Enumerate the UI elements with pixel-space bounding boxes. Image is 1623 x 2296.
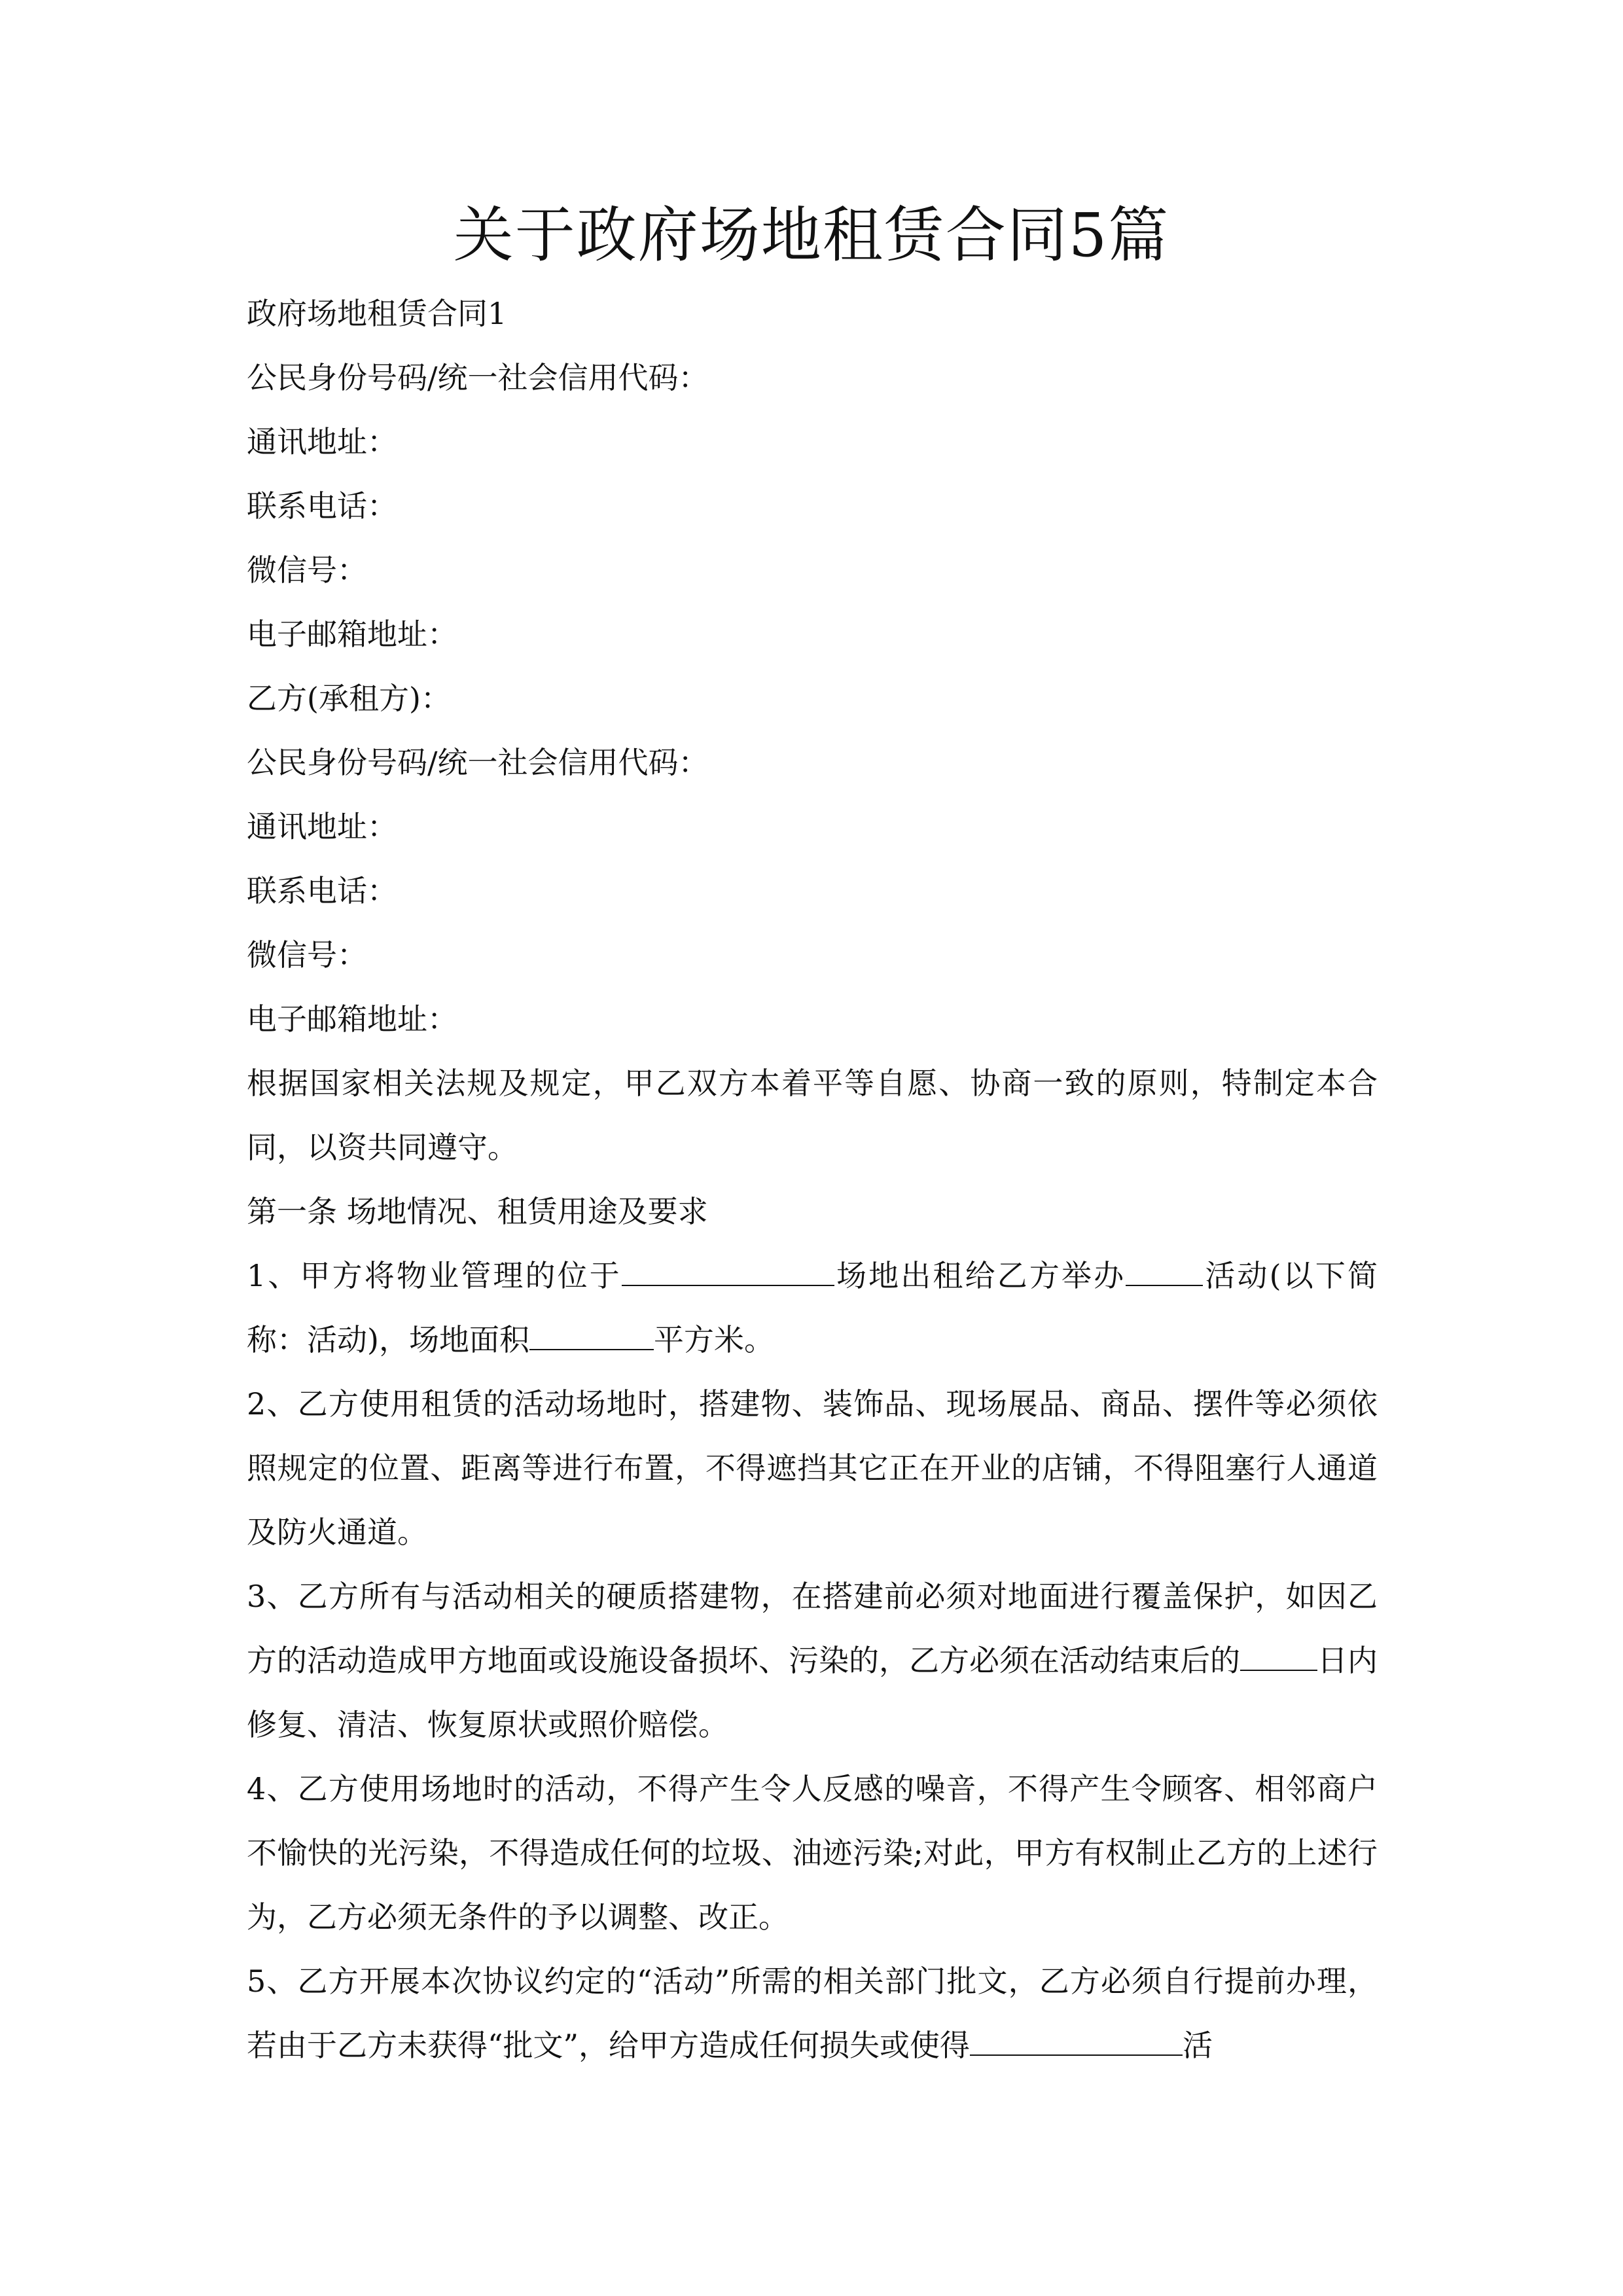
clause-2: 2、乙方使用租赁的活动场地时，搭建物、装饰品、现场展品、商品、摆件等必须依照规定的位置、距离等进行布置，不得遮挡其它正在开业的店铺，不得阻塞行人通道及防火通道。 — [247, 1386, 1378, 1550]
party-b-phone-field: 联系电话： — [247, 873, 397, 908]
party-a-email-field: 电子邮箱地址： — [247, 617, 457, 652]
clause-4: 4、乙方使用场地时的活动，不得产生令人反感的噪音，不得产生令顾客、相邻商户不愉快的光污染，不得造成任何的垃圾、油迹污染;对此，甲方有权制止乙方的上述行为，乙方必须无条件的予以调整、改正。 — [247, 1771, 1378, 1935]
loss-blank — [970, 2028, 1183, 2056]
party-a-id-field: 公民身份号码/统一社会信用代码： — [247, 360, 709, 395]
intro-paragraph: 根据国家相关法规及规定，甲乙双方本着平等自愿、协商一致的原则，特制定本合同，以资共同遵守。 — [247, 1066, 1378, 1165]
location-blank — [622, 1259, 834, 1286]
party-b-label: 乙方(承租方)： — [247, 681, 451, 716]
party-b-id-field: 公民身份号码/统一社会信用代码： — [247, 745, 709, 780]
area-blank — [529, 1323, 654, 1350]
clause-3-text-b: 日内修复、清洁、恢复原状或照价赔偿。 — [247, 1643, 1378, 1742]
party-a-address-field: 通讯地址： — [247, 424, 397, 459]
clause-5-text-a: 5、乙方开展本次协议约定的“活动”所需的相关部门批文，乙方必须自行提前办理，若由于乙方未获得“批文”，给甲方造成任何损失或使得 — [247, 1964, 1378, 2063]
party-b-email-field: 电子邮箱地址： — [247, 1001, 457, 1037]
clause-1 — [247, 1244, 1378, 1372]
clause-3-text-a: 3、乙方所有与活动相关的硬质搭建物，在搭建前必须对地面进行覆盖保护，如因乙方的活动造成甲方地面或设施设备损坏、污染的，乙方必须在活动结束后的 — [247, 1579, 1378, 1678]
party-a-phone-field: 联系电话： — [247, 488, 397, 524]
party-a-wechat-field: 微信号： — [247, 552, 367, 588]
document-body — [247, 281, 1378, 2077]
clause-5-text-b: 活 — [1183, 2028, 1213, 2063]
party-b-wechat-field: 微信号： — [247, 937, 367, 973]
clause-1-text-a: 1、甲方将物业管理的位于 — [247, 1258, 622, 1293]
contract-subtitle: 政府场地租赁合同1 — [247, 296, 507, 331]
clause-3 — [247, 1564, 1378, 1757]
party-b-address-field: 通讯地址： — [247, 809, 397, 844]
clause-5 — [247, 1949, 1378, 2077]
clause-1-text-b: 场地出租给乙方举办 — [834, 1258, 1126, 1293]
article-1-heading: 第一条 场地情况、租赁用途及要求 — [247, 1194, 708, 1229]
clause-1-text-c: 活动(以下简称：活动)，场地面积 — [247, 1258, 1378, 1357]
repair-days-blank — [1240, 1643, 1317, 1671]
document-title: 关于政府场地租赁合同5篇 — [453, 200, 1170, 270]
activity-blank — [1126, 1259, 1203, 1286]
clause-1-text-d: 平方米。 — [653, 1322, 774, 1357]
